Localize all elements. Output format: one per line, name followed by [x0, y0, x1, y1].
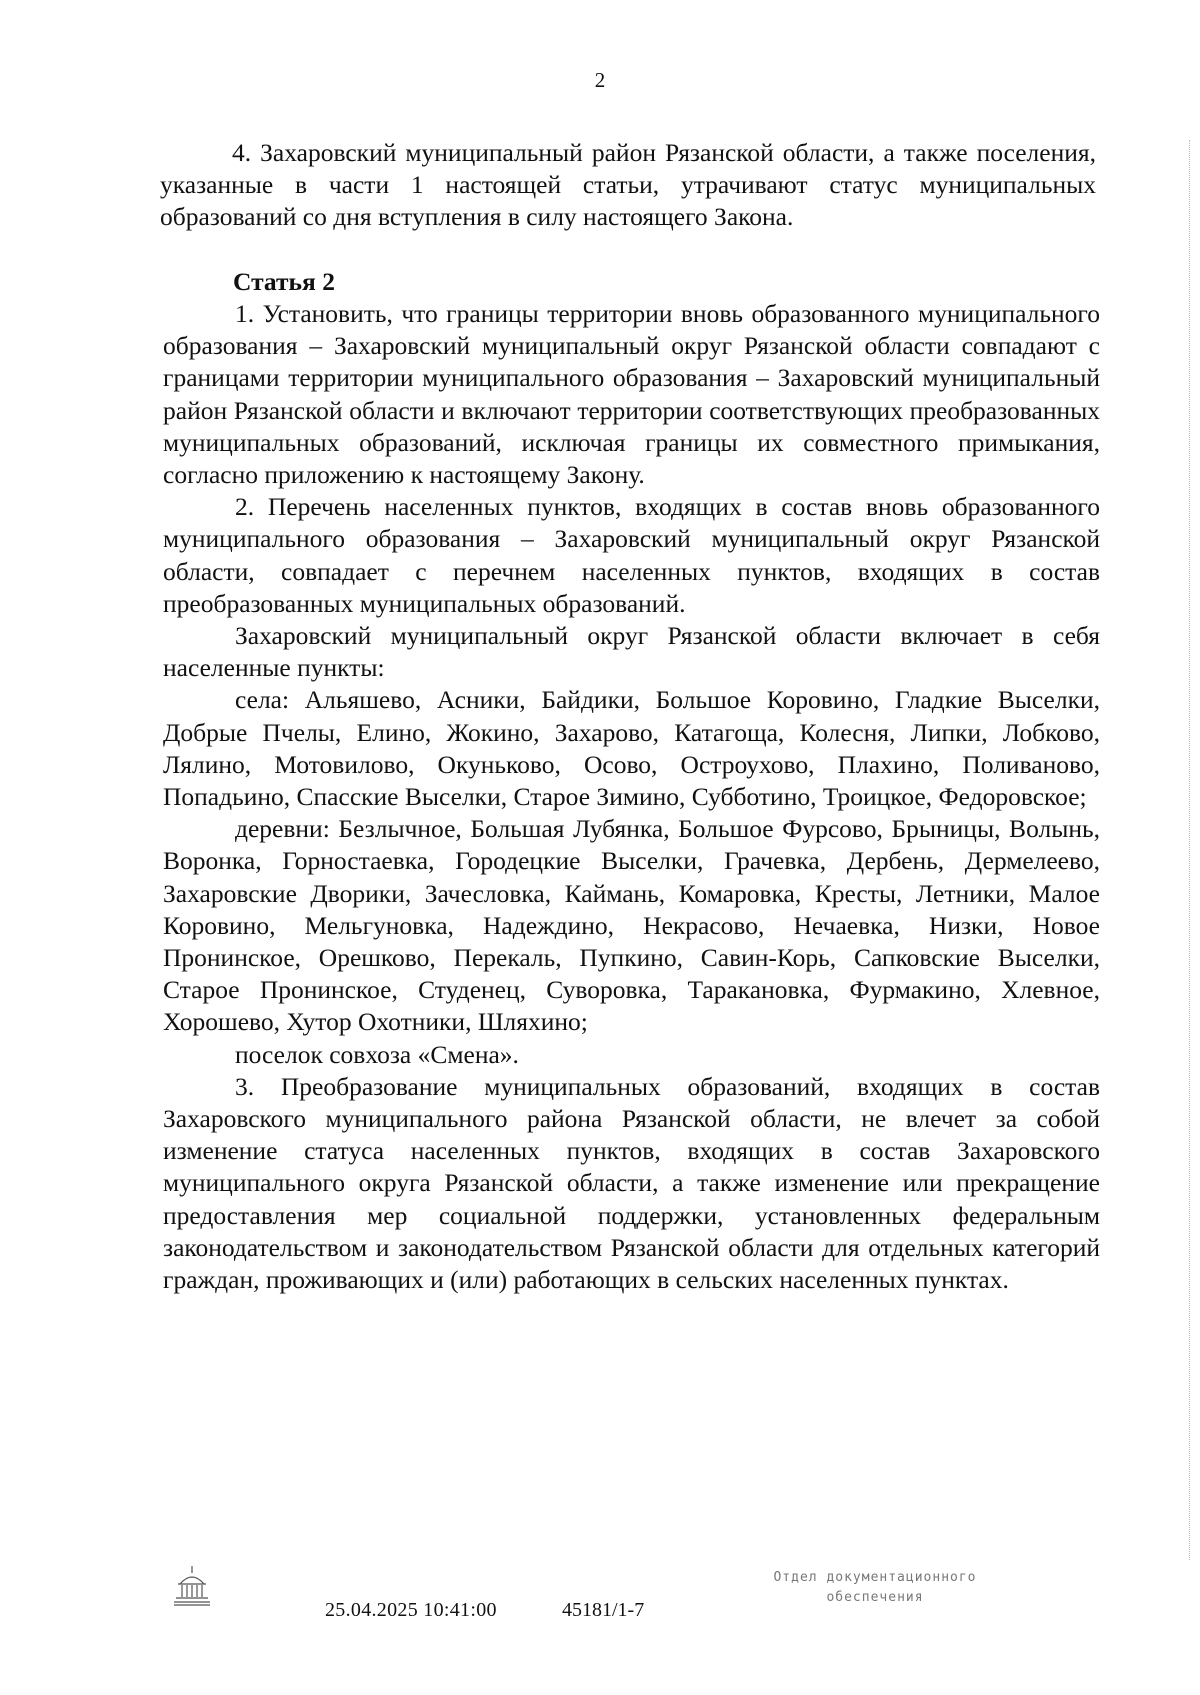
paragraph-text: 4. Захаровский муниципальный район Рязанской области, а также поселения, указанные в части 1 настоящей статьи, утрачивают статус муниципальных образований со дня вступления в силу настоящего Закона. — [160, 138, 1096, 232]
article-paragraph: 3. Преобразование муниципальных образований, входящих в состав Захаровского муниципального района Рязанской области, не влечет за собой изменение статуса населенных пунктов, входящих в состав Захаровского муниципального округа Рязанской области, а также изменение или прекращение предоставления мер социальной поддержки, установленных федеральным законодательством и законодательством Рязанской области для отдельных категорий граждан, проживающих и (или) работающих в сельских населенных пунктах. — [163, 1071, 1100, 1295]
page-number: 2 — [594, 68, 606, 92]
article-paragraph: поселок совхоза «Смена». — [235, 1039, 519, 1069]
parliament-building-icon — [172, 1564, 212, 1608]
article-heading: Статья 2 — [233, 267, 335, 296]
stamp-line: Отдел документационного — [773, 1570, 977, 1585]
article-paragraph: Захаровский муниципальный округ Рязанской области включает в себя населенные пункты: — [163, 621, 1100, 683]
scan-edge-marks — [1185, 140, 1190, 1560]
article-paragraph: 1. Установить, что границы территории вновь образованного муниципального образования – Захаровский муниципальный округ Рязанской области совпадают с границами территории муниципального образования – Захаровский муниципальный район Рязанской области и включают территории соответствующих преобразованных муниципальных образований, исключая границы их совместного примыкания, согласно приложению к настоящему Закону. — [163, 299, 1100, 490]
article-paragraph: села: Альяшево, Асники, Байдики, Большое Коровино, Гладкие Выселки, Добрые Пчелы, Елино, Жокино, Захарово, Катагоща, Колесня, Липки, Лобково, Лялино, Мотовилово, Окуньково, Осово, Остроухово, Плахино, Поливаново, Попадьино, Спасские Выселки, Старое Зимино, Субботино, Троицкое, Федоровское; — [163, 685, 1100, 812]
article-1-paragraph-4 — [160, 137, 1096, 234]
article-paragraph: деревни: Безлычное, Большая Лубянка, Большое Фурсово, Брыницы, Волынь, Воронка, Горностаевка, Городецкие Выселки, Грачевка, Дербень, Дермелеево, Захаровские Дворики, Зачесловка, Каймань, Комаровка, Кресты, Летники, Малое Коровино, Мельгуновка, Надеждино, Некрасово, Нечаевка, Низки, Новое Пронинское, Орешково, Перекаль, Пупкино, Савин-Корь, Сапковские Выселки, Старое Пронинское, Студенец, Суворовка, Таракановка, Фурмакино, Хлевное, Хорошево, Хутор Охотники, Шляхино; — [163, 814, 1100, 1037]
stamp-line: обеспечения — [826, 1590, 924, 1605]
footer-document-code: 45181/1-7 — [562, 1599, 645, 1621]
footer-datetime: 25.04.2025 10:41:00 — [325, 1599, 497, 1621]
article-2-body — [163, 298, 1100, 1296]
department-stamp — [725, 1568, 1025, 1608]
article-paragraph: 2. Перечень населенных пунктов, входящих в состав вновь образованного муниципального образования – Захаровский муниципальный округ Рязанской области, совпадает с перечнем населенных пунктов, входящих в состав преобразованных муниципальных образований. — [163, 492, 1100, 618]
